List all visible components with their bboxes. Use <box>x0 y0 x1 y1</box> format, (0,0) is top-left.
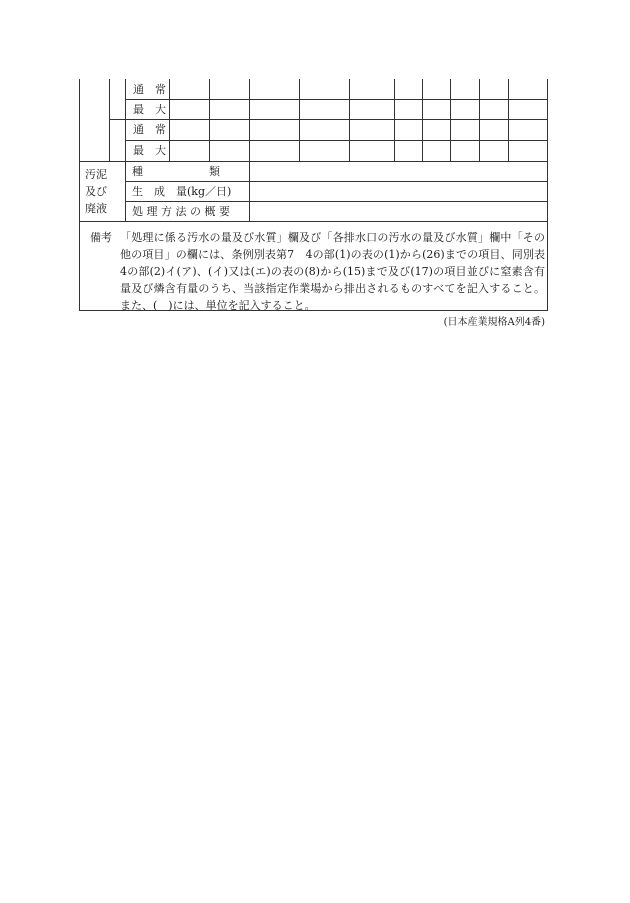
grid-line <box>479 79 480 161</box>
sludge-type-label: 種 類 <box>132 165 220 178</box>
sludge-group-label: 汚泥 <box>85 168 107 181</box>
flow-row-label: 最 大 <box>133 144 166 157</box>
grid-line <box>209 79 210 161</box>
grid-line <box>249 79 250 221</box>
grid-line <box>109 119 548 120</box>
grid-line <box>299 79 300 161</box>
grid-line <box>450 79 451 161</box>
grid-line <box>125 201 548 202</box>
remarks-label: 備考 <box>90 231 112 244</box>
grid-line <box>109 79 110 161</box>
grid-line <box>125 181 548 182</box>
grid-line <box>80 221 548 222</box>
sludge-group-label: 及び <box>85 185 107 198</box>
grid-line <box>125 99 548 100</box>
sludge-group-label: 廃液 <box>85 202 107 215</box>
grid-line <box>508 79 509 161</box>
grid-line <box>125 79 126 221</box>
remarks-text: 「処理に係る汚水の量及び水質」欄及び「各排水口の汚水の量及び水質」欄中「その他の項目」の欄には、条例別表第7 4の部(1)の表の(1)から(26)までの項目、同別表 4の部(2)イ(ア)、(イ)又は(エ)の表の(8)から(15)まで及び(17)の項目並びに窒素含有量及び燐含有量のうち、当該指定作業場から排出されるものすべてを記入すること。また、( )には、単位を記入すること。 <box>120 231 556 312</box>
grid-line <box>125 140 548 141</box>
grid-line <box>80 161 548 162</box>
grid-line <box>394 79 395 161</box>
paper-size-note: (日本産業規格A列4番) <box>443 317 545 328</box>
grid-line <box>422 79 423 161</box>
grid-line <box>169 79 170 161</box>
flow-row-label: 通 常 <box>133 123 166 136</box>
sludge-amount-label: 生 成 量(kg／日) <box>132 185 232 198</box>
grid-line <box>349 79 350 161</box>
flow-row-label: 通 常 <box>133 83 166 96</box>
flow-row-label: 最 大 <box>133 103 166 116</box>
sludge-method-label: 処 理 方 法 の 概 要 <box>132 205 230 218</box>
